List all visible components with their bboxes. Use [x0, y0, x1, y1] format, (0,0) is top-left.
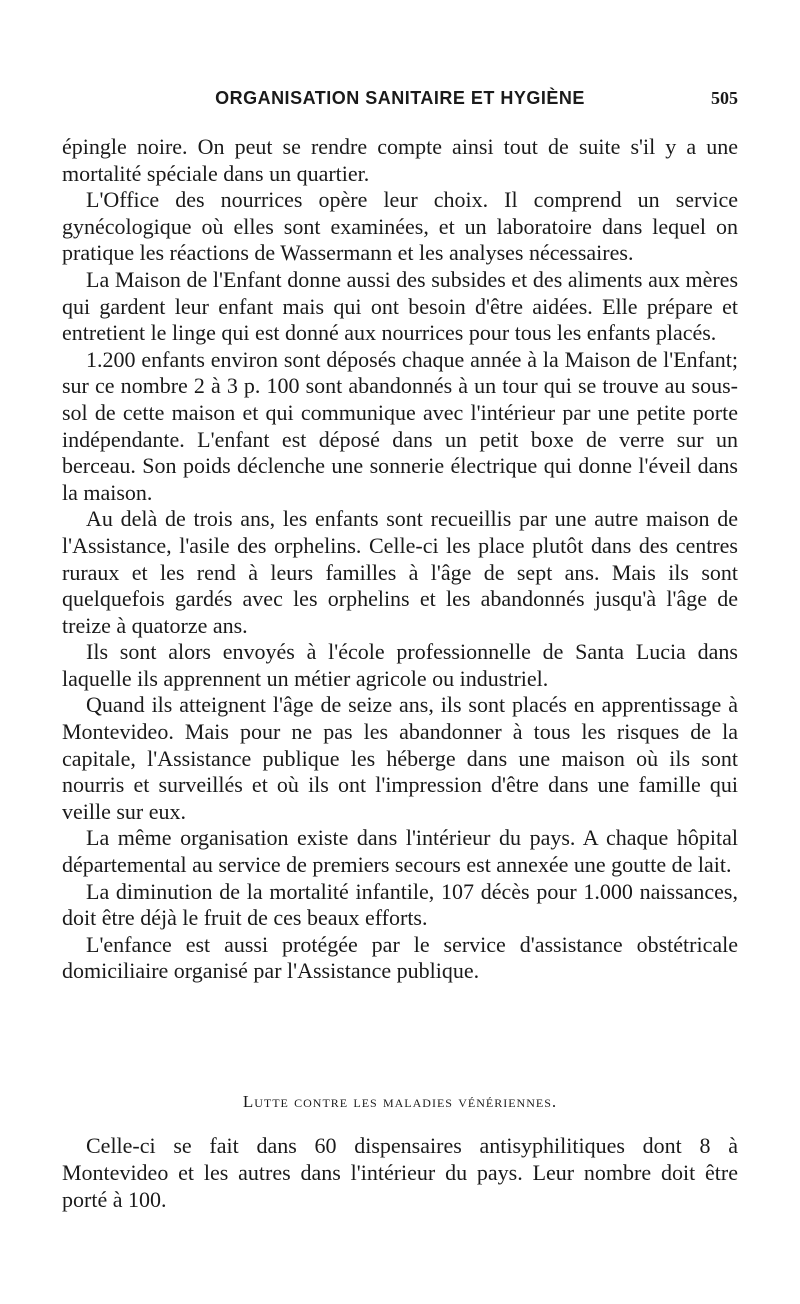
section-heading-text: utte contre les maladies vénériennes.	[254, 1092, 558, 1111]
section-heading-initial: L	[242, 1092, 255, 1111]
paragraph-ecole-professionnelle: Ils sont alors envoyés à l'école professionnelle de Santa Lucia dans laquelle ils apprennent un métier agricole ou industriel.	[62, 639, 738, 691]
paragraph-maison-enfant: La Maison de l'Enfant donne aussi des subsides et des aliments aux mères qui gardent leur enfant mais qui ont besoin d'être aidées. Elle prépare et entretient le linge qui est donné aux nourrices pour tous les enfants placés.	[62, 266, 738, 346]
body-text	[62, 134, 738, 985]
section-heading	[62, 1092, 738, 1112]
paragraph-apprentissage: Quand ils atteignent l'âge de seize ans, ils sont placés en apprentissage à Montevideo. Mais pour ne pas les abandonner à tous les risques de la capitale, l'Assistance publique les héberge dans une maison où ils sont nourris et surveillés et où ils ont l'impression d'être dans une famille qui veille sur eux.	[62, 692, 738, 824]
page-number: 505	[711, 88, 738, 108]
paragraph-dispensaires: Celle-ci se fait dans 60 dispensaires antisyphilitiques dont 8 à Montevideo et les autres dans l'intérieur du pays. Leur nombre doit être porté à 100.	[62, 1133, 738, 1212]
section-text	[62, 1132, 738, 1213]
paragraph-interieur: La même organisation existe dans l'intérieur du pays. A chaque hôpital départemental au service de premiers secours est annexée une goutte de lait.	[62, 825, 738, 878]
paragraph-assistance-obstetricale: L'enfance est aussi protégée par le service d'assistance obstétricale domiciliaire organisé par l'Assistance publique.	[62, 931, 738, 984]
chapter-title: ORGANISATION SANITAIRE ET HYGIÈNE	[215, 88, 585, 108]
running-head	[62, 88, 738, 118]
paragraph-enfants-deposes: 1.200 enfants environ sont déposés chaque année à la Maison de l'Enfant; sur ce nombre 2 à 3 p. 100 sont abandonnés à un tour qui se trouve au sous-sol de cette maison et qui communique avec l'intérieur par une petite porte indépendante. L'enfant est déposé dans un petit boxe de verre sur un berceau. Son poids déclenche une sonnerie électrique qui donne l'éveil dans la maison.	[62, 346, 738, 505]
paragraph-asile-orphelins: Au delà de trois ans, les enfants sont recueillis par une autre maison de l'Assistance, l'asile des orphelins. Celle-ci les place plutôt dans des centres ruraux et les rend à leurs familles à l'âge de sept ans. Mais ils sont quelquefois gardés avec les orphelins et les abandonnés jusqu'à l'âge de treize à quatorze ans.	[62, 506, 738, 638]
paragraph-office-nourrices: L'Office des nourrices opère leur choix. Il comprend un service gynécologique où elles sont examinées, et un laboratoire dans lequel on pratique les réactions de Wassermann et les analyses nécessaires.	[62, 187, 738, 266]
paragraph-mortalite: La diminution de la mortalité infantile, 107 décès pour 1.000 naissances, doit être déjà le fruit de ces beaux efforts.	[62, 878, 738, 931]
paragraph-continuation: épingle noire. On peut se rendre compte ainsi tout de suite s'il y a une mortalité spéciale dans un quartier.	[62, 134, 738, 186]
